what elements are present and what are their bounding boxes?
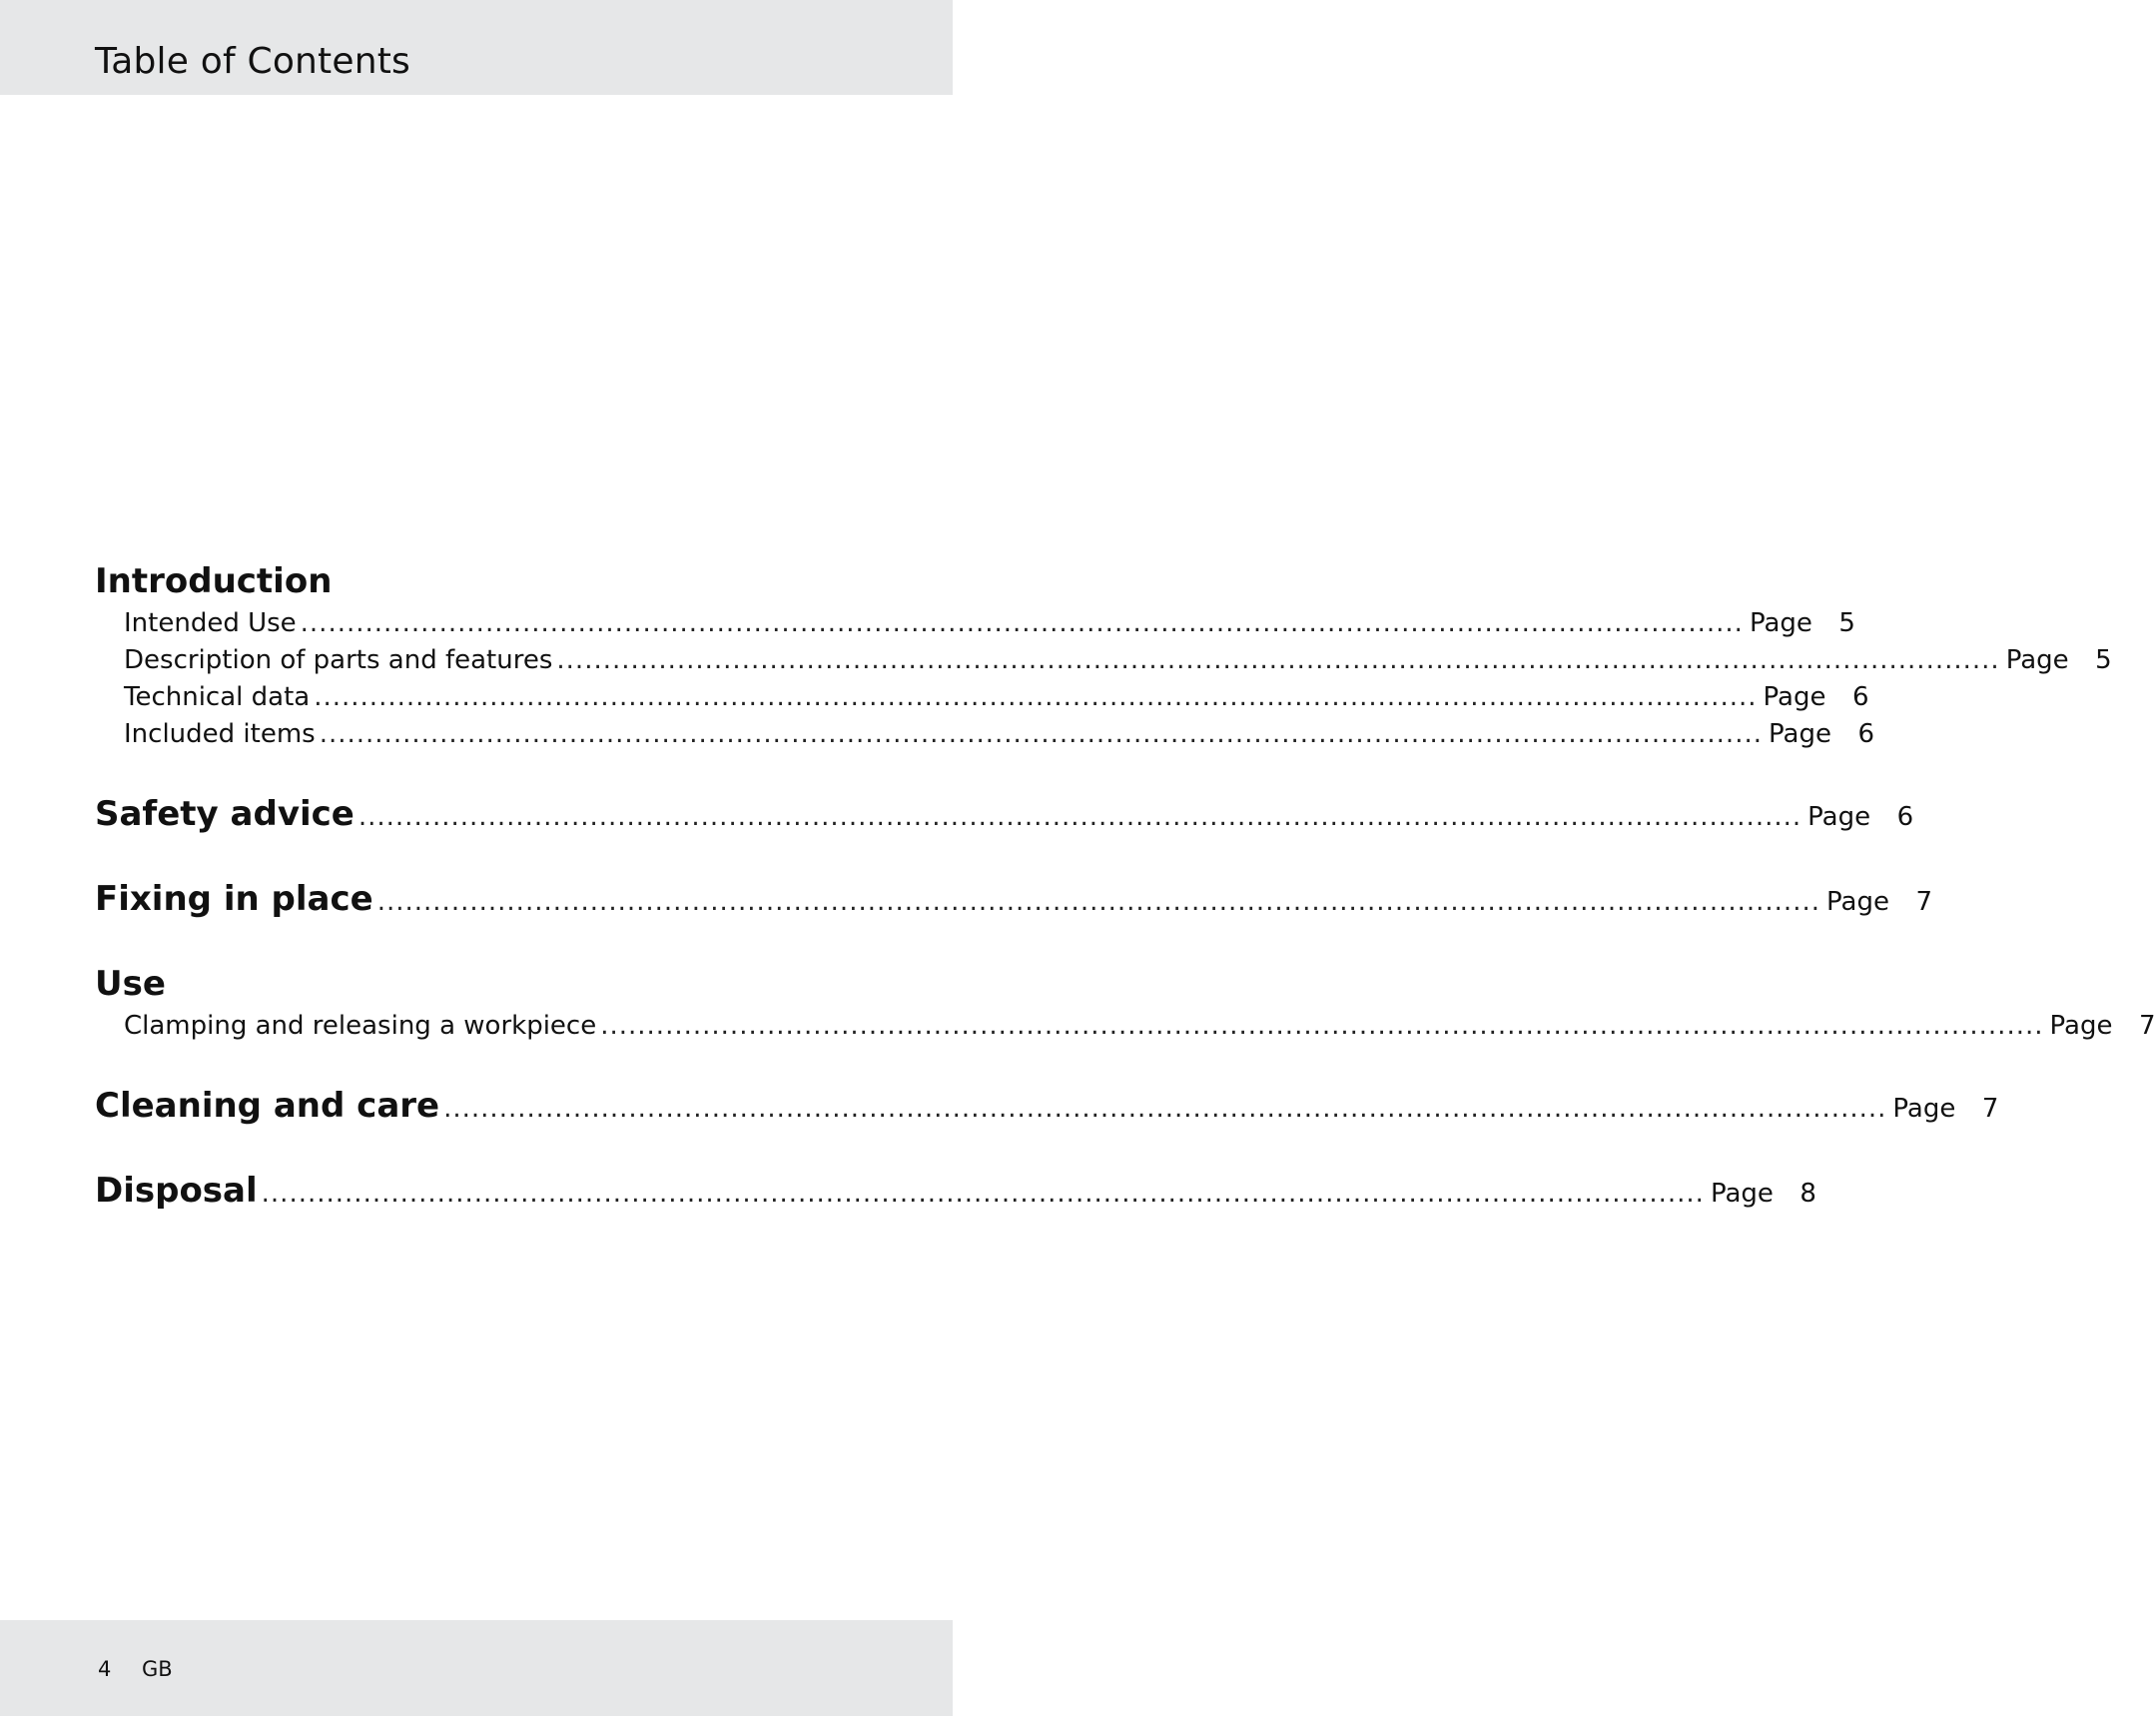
page-number: 6	[1851, 682, 1869, 712]
leader-dots: ............................................................................................................................................................	[358, 802, 1802, 832]
leader-dots: ............................................................................................................................................................	[319, 719, 1763, 749]
page-number: 6	[1857, 719, 1874, 749]
toc-entry-disposal[interactable]	[95, 1167, 1816, 1215]
footer-band	[0, 1620, 953, 1716]
section-heading-safety-advice: Safety advice	[95, 794, 355, 834]
toc-entry-label: Clamping and releasing a workpiece	[124, 1011, 597, 1041]
section-use	[95, 960, 2156, 1045]
page-number: 8	[1799, 1179, 1816, 1209]
page-word: Page	[1763, 682, 1826, 712]
toc-entry-fixing-in-place[interactable]	[95, 875, 1932, 923]
page-word: Page	[1769, 719, 1831, 749]
toc-entry-technical-data[interactable]	[95, 679, 1869, 716]
footer-language-code: GB	[142, 1657, 173, 1681]
toc-entry-label: Description of parts and features	[124, 645, 553, 675]
page-title: Table of Contents	[95, 41, 411, 82]
section-heading-cleaning-and-care: Cleaning and care	[95, 1086, 440, 1126]
header-band	[0, 0, 953, 95]
section-disposal	[95, 1167, 1816, 1215]
page-word: Page	[1710, 1179, 1774, 1209]
leader-dots: ............................................................................................................................................................	[376, 887, 1820, 917]
page-number: 5	[2095, 645, 2112, 675]
page-word: Page	[2049, 1011, 2113, 1041]
section-fixing-in-place	[95, 875, 1932, 923]
page-word: Page	[1749, 608, 1812, 638]
page-word: Page	[1807, 802, 1871, 832]
toc-entry-intended-use[interactable]	[95, 605, 1855, 642]
page-number: 5	[1838, 608, 1855, 638]
page-number: 6	[1896, 802, 1914, 832]
page-word: Page	[2005, 645, 2069, 675]
leader-dots: ............................................................................................................................................................	[443, 1094, 1887, 1124]
section-heading-use[interactable]: Use	[95, 964, 166, 1004]
toc-entry-label: Included items	[124, 719, 316, 749]
section-introduction	[95, 557, 2112, 753]
leader-dots: ............................................................................................................................................................	[556, 645, 2000, 675]
page-word: Page	[1826, 887, 1889, 917]
toc-entry-clamping-and-releasing[interactable]	[95, 1008, 2156, 1045]
toc-entry-included-items[interactable]	[95, 716, 1874, 753]
toc-entry-cleaning-and-care[interactable]	[95, 1082, 1999, 1130]
toc-entry-label: Technical data	[124, 682, 311, 712]
section-safety-advice	[95, 790, 1914, 838]
page-number: 7	[1981, 1094, 1999, 1124]
page-word: Page	[1892, 1094, 1956, 1124]
toc-entry-label: Intended Use	[124, 608, 297, 638]
table-of-contents	[95, 557, 2156, 1215]
section-heading-fixing-in-place: Fixing in place	[95, 879, 373, 919]
toc-entry-description-of-parts[interactable]	[95, 642, 2112, 679]
leader-dots: ............................................................................................................................................................	[600, 1011, 2044, 1041]
page-number: 7	[1915, 887, 1932, 917]
section-heading-disposal: Disposal	[95, 1171, 258, 1211]
leader-dots: ............................................................................................................................................................	[300, 608, 1744, 638]
section-cleaning-and-care	[95, 1082, 1999, 1130]
leader-dots: ............................................................................................................................................................	[261, 1179, 1705, 1209]
footer-page-number: 4	[98, 1657, 112, 1681]
toc-entry-safety-advice[interactable]	[95, 790, 1914, 838]
leader-dots: ............................................................................................................................................................	[314, 682, 1758, 712]
section-heading-introduction[interactable]: Introduction	[95, 561, 333, 601]
page-number: 7	[2138, 1011, 2156, 1041]
